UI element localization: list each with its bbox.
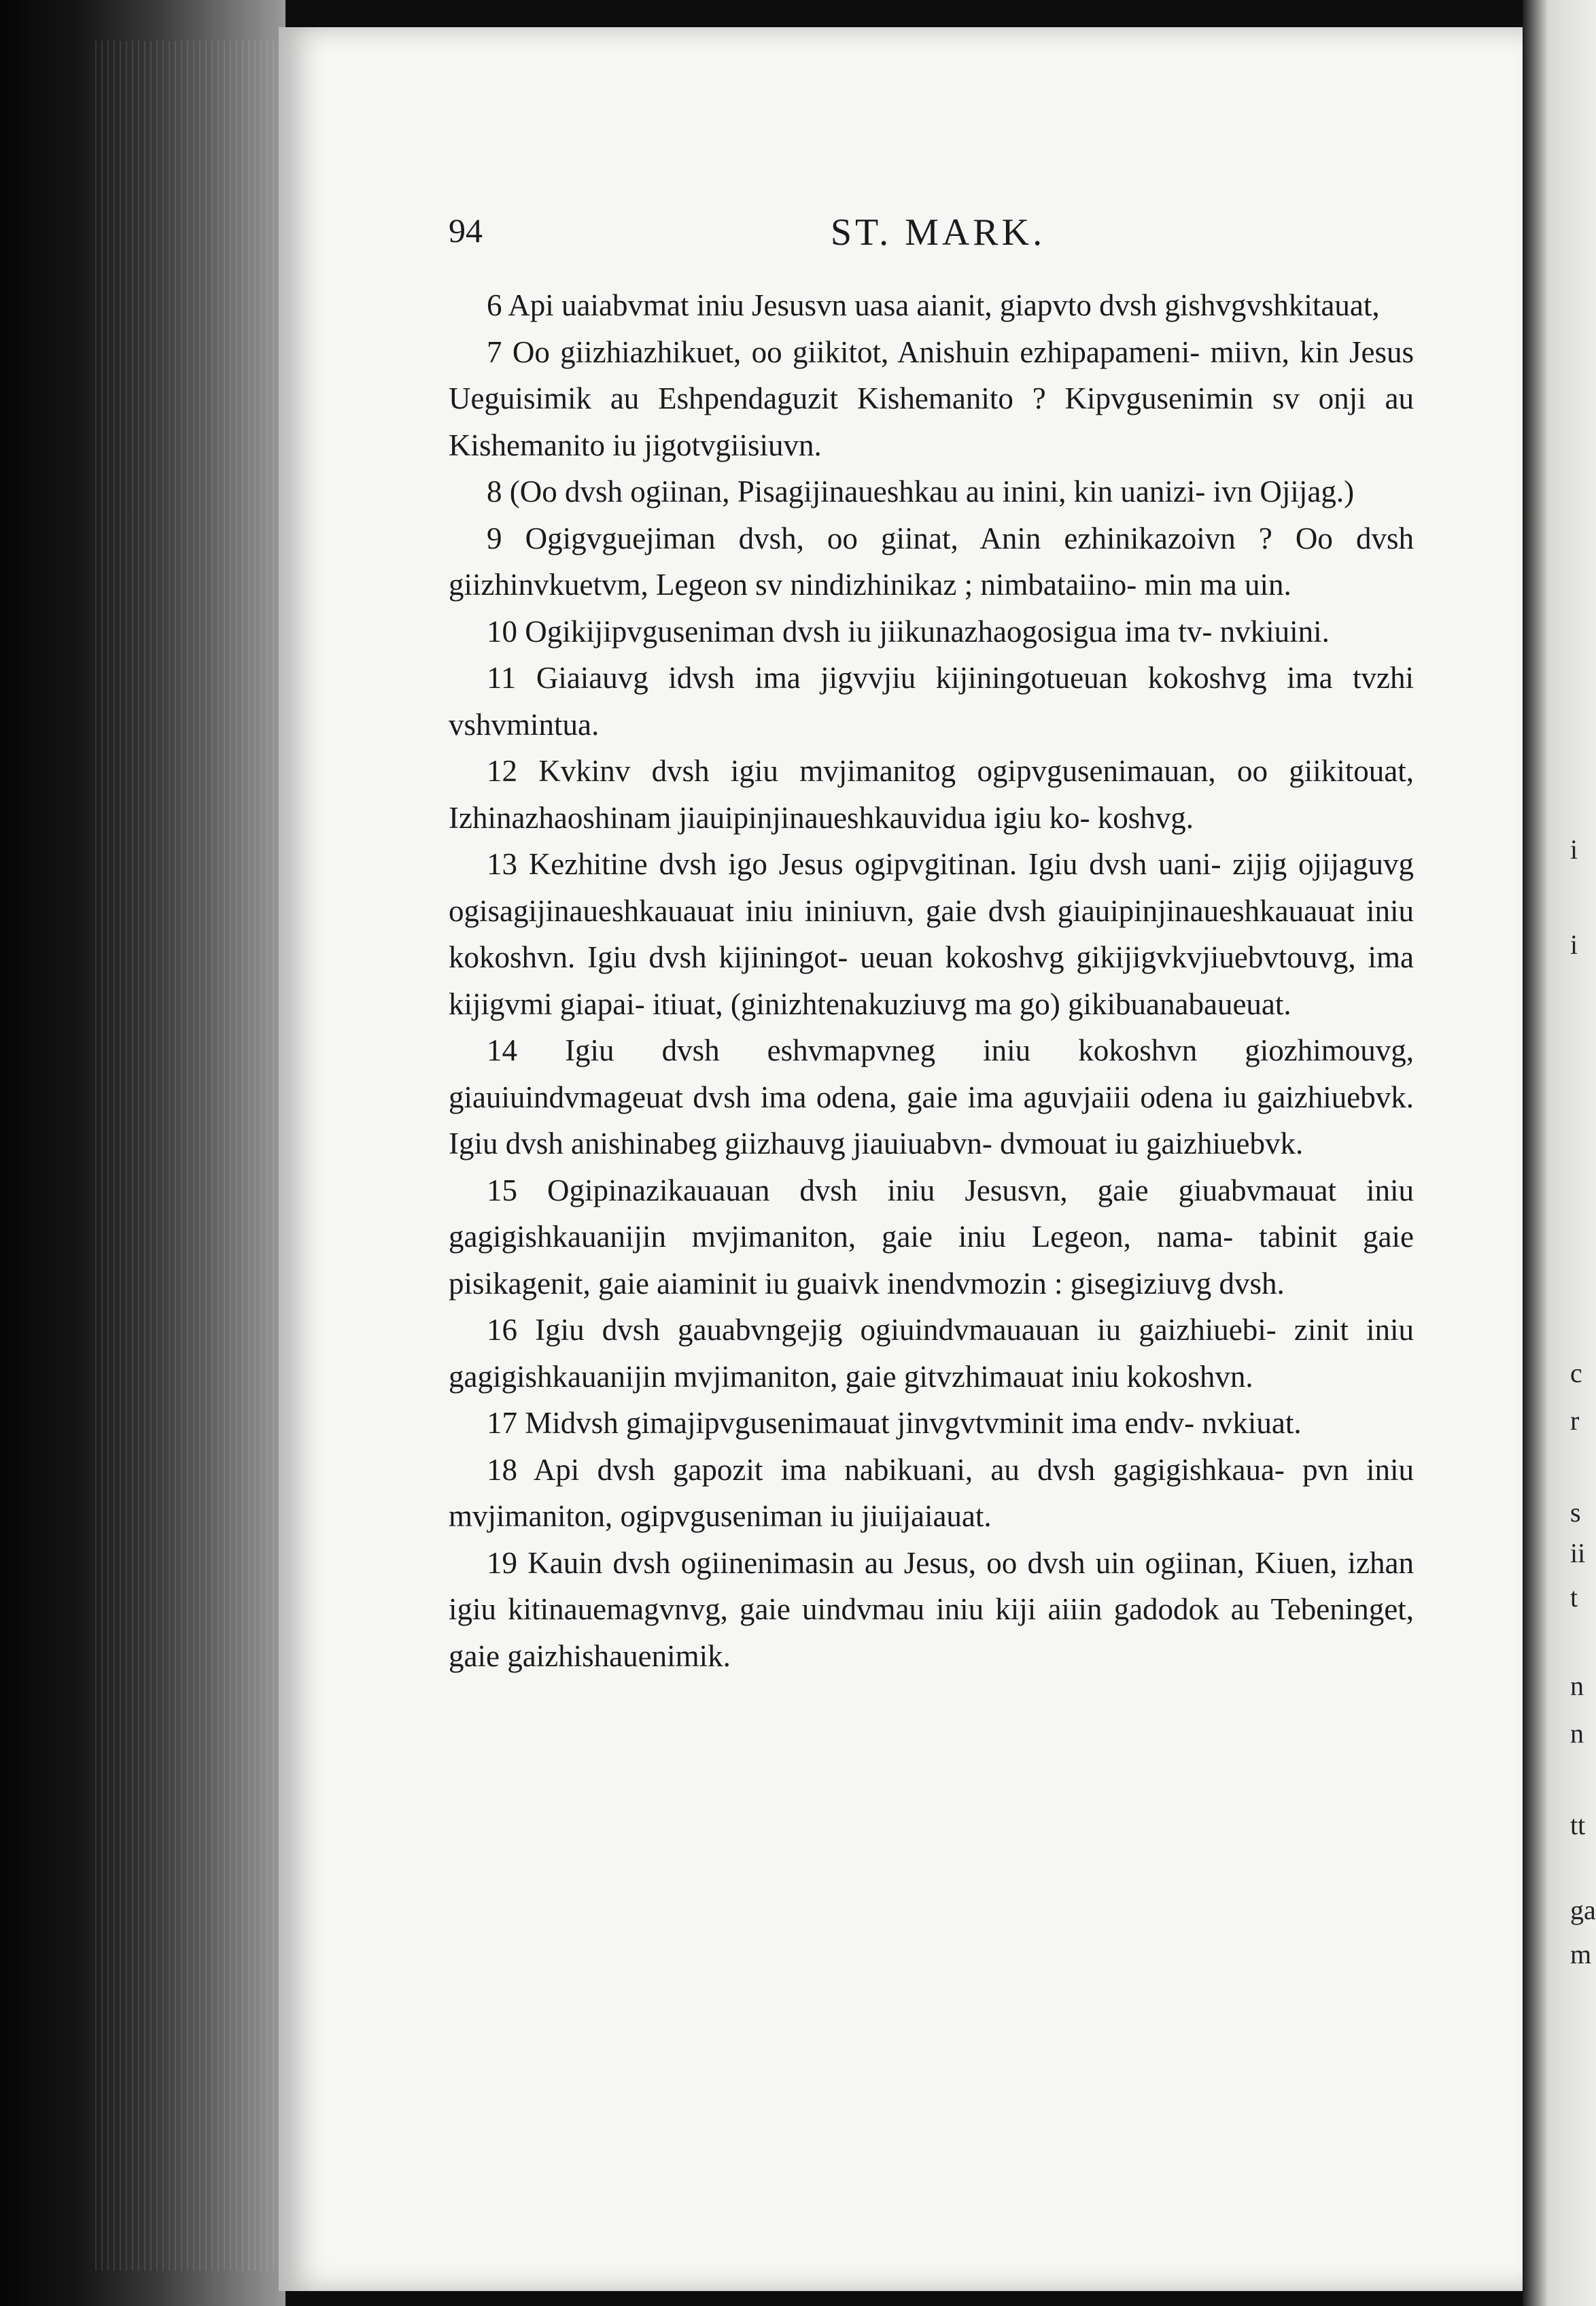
verse-number: 7 [487, 334, 502, 369]
verse [449, 282, 1414, 329]
adjacent-text-fragment: ga [1570, 1895, 1596, 1925]
verse-number: 12 [487, 754, 517, 788]
verse [449, 1307, 1414, 1400]
verse-body: Midvsh gimajipvgusenimauat jinvgvtvminit ima endv- nvkiuat. [525, 1406, 1302, 1440]
adjacent-text-fragment: r [1570, 1405, 1580, 1436]
page-header [449, 211, 1427, 265]
verse [449, 841, 1414, 1027]
verse [449, 468, 1414, 515]
verse-body: Kvkinv dvsh igiu mvjimanitog ogipvgusenimauan, oo giikitouat, Izhinazhaoshinam jiauipinjinaueshkauvidua igiu ko- koshvg. [449, 754, 1414, 835]
verse-body: Oo giizhiazhikuet, oo giikitot, Anishuin ezhipapameni- miivn, kin Jesus Ueguisimik au Eshpendaguzit Kishemanito ? Kipvgusenimin sv onji au Kishemanito iu jigotvgiisiuvn. [449, 334, 1414, 462]
adjacent-page-edge [1523, 0, 1596, 2306]
verse [449, 748, 1414, 841]
verse-number: 13 [487, 847, 517, 881]
verse [449, 608, 1414, 655]
verse [449, 1447, 1414, 1540]
verse-number: 15 [487, 1173, 517, 1207]
adjacent-text-fragment: m [1570, 1939, 1592, 1969]
verse-number: 8 [487, 475, 502, 509]
verse-body: Ogipinazikauauan dvsh iniu Jesusvn, gaie giuabvmauat iniu gagigishkauanijin mvjimaniton, gaie iniu Legeon, nama- tabinit gaie pisikagenit, gaie aiaminit iu guaivk inendvmozin : gisegiziuvg dvsh. [449, 1173, 1415, 1301]
verse [449, 1167, 1414, 1307]
verse [449, 515, 1414, 608]
verse [449, 329, 1414, 469]
verse-body: Kauin dvsh ogiinenimasin au Jesus, oo dvsh uin ogiinan, Kiuen, izhan igiu kitinauemagvnvg, gaie uindvmau iniu kiji aiiin gadodok au Tebeninget, gaie gaizhishauenimik. [449, 1545, 1414, 1673]
adjacent-text-fragment: i [1570, 834, 1578, 865]
verse-number: 6 [487, 288, 502, 322]
verse-body: Igiu dvsh gauabvngejig ogiuindvmauauan iu gaizhiuebi- zinit iniu gagigishkauanijin mvjimaniton, gaie gitvzhimauat iniu kokoshvn. [449, 1313, 1414, 1394]
verse [449, 1027, 1414, 1167]
running-title: ST. MARK. [830, 211, 1046, 254]
verse-body: Api dvsh gapozit ima nabikuani, au dvsh gagigishkaua- pvn iniu mvjimaniton, ogipvguseniman iu jiuijaiauat. [449, 1452, 1414, 1533]
verse-body: Giaiauvg idvsh ima jigvvjiu kijiningotueuan kokoshvg ima tvzhi vshvmintua. [449, 661, 1415, 742]
adjacent-text-fragment: n [1570, 1670, 1584, 1701]
adjacent-text-fragment: ii [1570, 1538, 1586, 1568]
verse-number: 14 [487, 1033, 517, 1067]
verse-number: 9 [487, 521, 502, 555]
verse-number: 10 [487, 614, 517, 649]
verse-text [449, 282, 1414, 1679]
verse [449, 655, 1414, 748]
adjacent-text-fragment: t [1570, 1582, 1578, 1613]
adjacent-text-fragment: tt [1570, 1810, 1586, 1840]
page-edges [95, 41, 285, 2271]
adjacent-text-fragment: n [1570, 1718, 1584, 1749]
verse-body: Igiu dvsh eshvmapvneg iniu kokoshvn giozhimouvg, giauiuindvmageuat dvsh ima odena, gaie ima aguvjaiii odena iu gaizhiuebvk. Igiu dvsh anishinabeg giizhauvg jiauiuabvn- dvmouat iu gaizhiuebvk. [449, 1033, 1415, 1160]
verse-body: (Oo dvsh ogiinan, Pisagijinaueshkau au inini, kin uanizi- ivn Ojijag.) [509, 475, 1355, 509]
verse [449, 1400, 1414, 1447]
page-number: 94 [449, 211, 483, 249]
verse-body: Ogigvguejiman dvsh, oo giinat, Anin ezhinikazoivn ? Oo dvsh giizhinvkuetvm, Legeon sv nindizhinikaz ; nimbataiino- min ma uin. [449, 521, 1414, 602]
verse-body: Ogikijipvguseniman dvsh iu jiikunazhaogosigua ima tv- nvkiuini. [525, 614, 1330, 649]
adjacent-text-fragment: i [1570, 929, 1578, 960]
verse-body: Kezhitine dvsh igo Jesus ogipvgitinan. Igiu dvsh uani- zijig ojijaguvg ogisagijinaueshkauauat iniu ininiuvn, gaie dvsh giauipinjinaueshkauauat iniu kokoshvn. Igiu dvsh kijiningot- ueuan kokoshvg gikijigvkvjiuebvtouvg, ima kijigvmi giapai- itiuat, (ginizhtenakuziuvg ma go) gikibuanabaueuat. [449, 847, 1415, 1021]
verse-number: 16 [487, 1313, 517, 1347]
verse-number: 18 [487, 1452, 517, 1487]
verse-number: 19 [487, 1545, 517, 1580]
adjacent-text-fragment: s [1570, 1497, 1581, 1528]
verse-number: 17 [487, 1406, 517, 1440]
verse-body: Api uaiabvmat iniu Jesusvn uasa aianit, giapvto dvsh gishvgvshkitauat, [508, 288, 1380, 322]
book-gutter [0, 0, 285, 2306]
adjacent-text-fragment: c [1570, 1358, 1582, 1388]
verse-number: 11 [487, 661, 517, 695]
verse [449, 1540, 1414, 1680]
